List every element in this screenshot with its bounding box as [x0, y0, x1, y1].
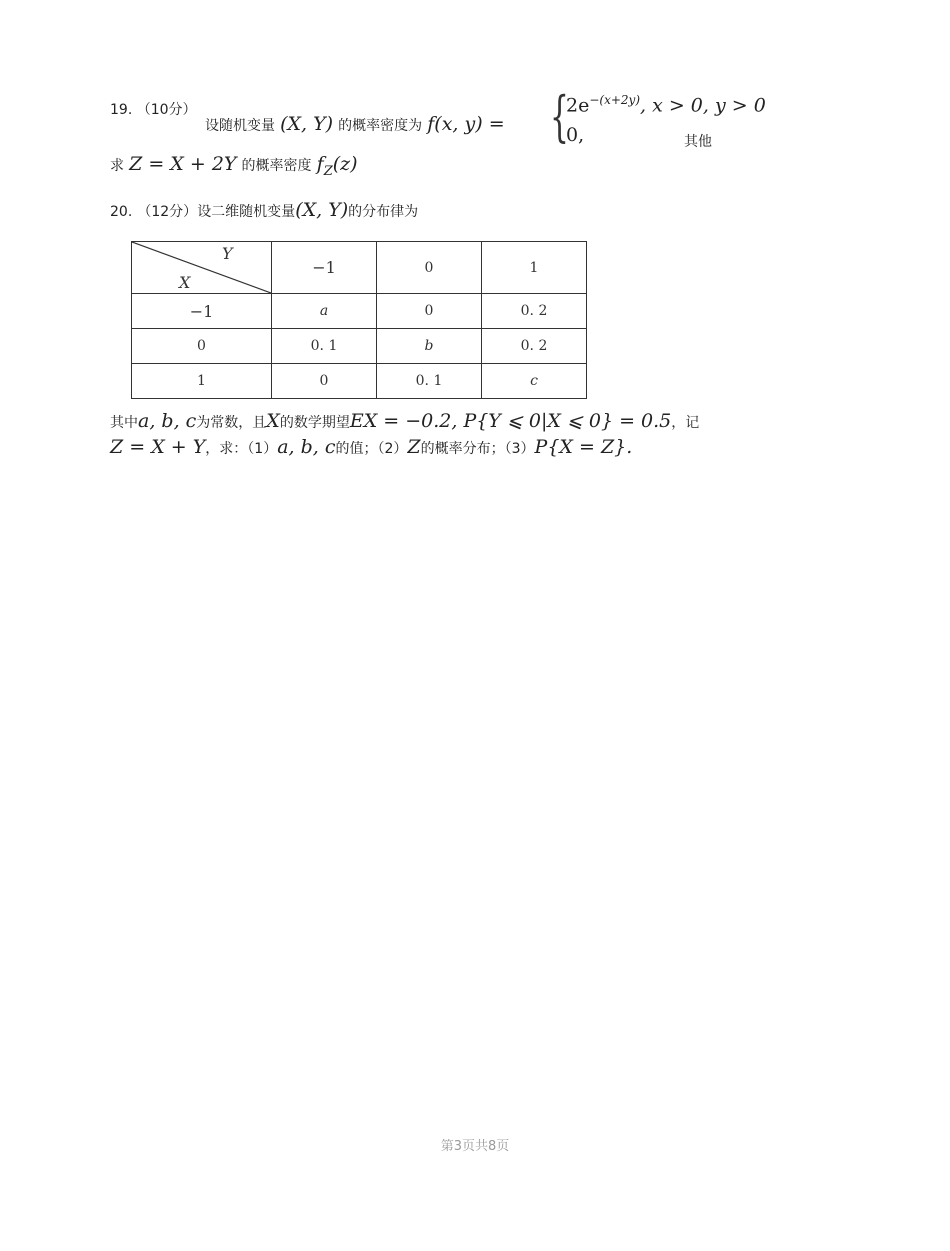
q19-case1-expr: 2e [566, 94, 590, 117]
q19-statement [205, 113, 505, 135]
table-row [132, 364, 587, 399]
q19-points: （10分） [136, 102, 197, 118]
table-corner-cell [132, 242, 272, 294]
q20-line1-abc: a, b, c [138, 410, 197, 432]
q19-fz-name: f [316, 153, 324, 175]
q19-piecewise [550, 85, 790, 153]
q20-tasks [110, 436, 632, 458]
table-cell: 0. 2 [482, 294, 587, 329]
q20-points: （12分） [137, 204, 198, 220]
col-header: −1 [272, 242, 377, 294]
q19-case1 [566, 93, 766, 116]
table-cell: 0. 1 [377, 364, 482, 399]
q19-case1-cond: , x > 0, y > 0 [640, 94, 766, 117]
q20-line1-x: X [266, 410, 280, 432]
q19-ask-prefix: 求 [110, 158, 124, 174]
table-cell: c [482, 364, 587, 399]
q20-line1-d: ，记 [671, 415, 700, 431]
q20-rv-pair: (X, Y) [295, 199, 349, 221]
q20-statement [110, 199, 418, 221]
q20-line2-a: ，求：（1） [205, 441, 278, 457]
q20-line2-z: Z = X + Y [110, 436, 206, 458]
x-axis-label: X [179, 273, 191, 292]
q19-fz-sub: Z [323, 163, 333, 179]
table-cell: 0. 1 [272, 329, 377, 364]
distribution-table [131, 241, 587, 399]
q19-case2 [566, 124, 584, 146]
row-header: −1 [132, 294, 272, 329]
page-footer: 第3页共8页 [440, 1139, 510, 1154]
q20-line1-expr: EX = −0.2, P{Y ⩽ 0|X ⩽ 0} = 0.5 [349, 410, 672, 432]
q20-line1-b: 为常数，且 [196, 415, 267, 431]
table-row [132, 294, 587, 329]
left-brace-icon: { [550, 85, 569, 148]
q20-line2-b: 的值；（2） [335, 441, 408, 457]
q19-case1-exp: −(x+2y) [589, 93, 640, 107]
q19-fz [316, 153, 358, 179]
q19-case2-expr: 0, [566, 124, 585, 146]
diagonal-line-icon [132, 242, 271, 293]
q19-fz-arg: (z) [332, 153, 358, 175]
col-header: 1 [482, 242, 587, 294]
table-cell: b [377, 329, 482, 364]
row-header: 0 [132, 329, 272, 364]
q20-line2-z-var: Z [407, 436, 421, 458]
row-header: 1 [132, 364, 272, 399]
table-cell: a [272, 294, 377, 329]
q19-case2-cond: 其他 [684, 134, 712, 150]
q20-conditions [110, 410, 699, 432]
q19-number: 19. [110, 102, 133, 118]
y-axis-label: Y [222, 244, 233, 263]
q20-intro: 设二维随机变量 [197, 204, 296, 220]
table-row [132, 329, 587, 364]
q20-line2-expr: P{X = Z}. [534, 436, 633, 458]
q19-intro: 设随机变量 [205, 118, 275, 134]
q19-z-def: Z = X + 2Y [129, 153, 237, 175]
table-header-row [132, 242, 587, 294]
table-cell: 0 [272, 364, 377, 399]
q20-number: 20. [110, 204, 133, 220]
col-header: 0 [377, 242, 482, 294]
q19-density-text: 的概率密度为 [338, 118, 423, 134]
q19-f-xy: f(x, y) = [427, 113, 505, 135]
table-cell: 0 [377, 294, 482, 329]
q20-line1-c: 的数学期望 [279, 415, 350, 431]
q20-line2-abc: a, b, c [277, 436, 336, 458]
table-cell: 0. 2 [482, 329, 587, 364]
q20-line2-c: 的概率分布；（3） [420, 441, 535, 457]
q19-ask-suffix: 的概率密度 [241, 158, 312, 174]
q19-header [110, 99, 197, 119]
q20-suffix: 的分布律为 [348, 204, 419, 220]
q20-line1-a: 其中 [110, 415, 138, 431]
q19-rv-pair: (X, Y) [280, 113, 334, 135]
q19-question [110, 153, 358, 179]
